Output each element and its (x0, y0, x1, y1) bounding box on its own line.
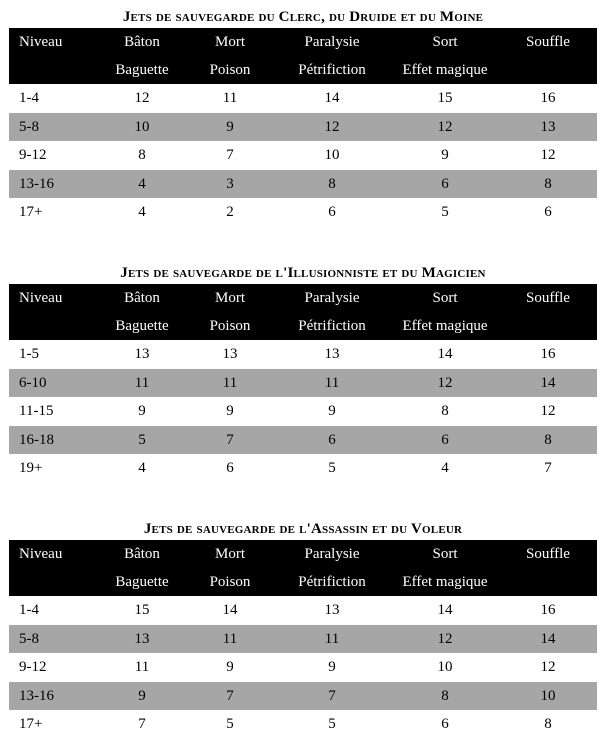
value-cell: 9 (328, 403, 336, 419)
table-row (9, 113, 597, 142)
saving-throw-section (9, 6, 597, 227)
value-cell: 5 (441, 204, 449, 220)
level-cell: 1-5 (19, 346, 39, 362)
value-cell: 14 (324, 90, 340, 106)
value-cell: 11 (97, 369, 187, 398)
value-cell: 6 (391, 170, 499, 199)
value-cell: 12 (540, 659, 556, 675)
header-row (9, 540, 597, 568)
value-cell: 12 (391, 113, 499, 142)
value-cell: 7 (226, 147, 234, 163)
level-cell: 5-8 (9, 625, 97, 654)
saving-throw-table (9, 540, 597, 739)
value-cell: 2 (226, 204, 234, 220)
value-cell: 6 (328, 204, 336, 220)
level-cell: 17+ (19, 204, 43, 220)
column-header: Niveau (9, 540, 97, 568)
level-cell: 1-4 (19, 90, 39, 106)
column-header: Niveau (9, 28, 97, 56)
column-header: Mort (187, 540, 273, 568)
value-cell: 13 (324, 346, 340, 362)
table-row (9, 84, 597, 113)
table-title: Jets de sauvegarde du Clerc, du Druide et du Moine (122, 9, 484, 25)
value-cell: 10 (499, 682, 597, 711)
value-cell: 13 (97, 625, 187, 654)
value-cell: 4 (441, 460, 449, 476)
value-cell: 12 (391, 625, 499, 654)
table-row (9, 596, 597, 625)
value-cell: 14 (437, 346, 453, 362)
value-cell: 16 (540, 346, 556, 362)
table-row (9, 653, 597, 682)
table-row (9, 369, 597, 398)
value-cell: 4 (138, 460, 146, 476)
column-header: Souffle (499, 540, 597, 568)
value-cell: 9 (226, 403, 234, 419)
value-cell: 6 (273, 426, 391, 455)
column-header: Paralysie (273, 284, 391, 312)
column-header: Poison (187, 568, 273, 596)
level-cell: 1-4 (19, 602, 39, 618)
value-cell: 9 (328, 659, 336, 675)
value-cell: 16 (540, 90, 556, 106)
value-cell: 13 (499, 113, 597, 142)
column-header: Poison (187, 312, 273, 340)
value-cell: 5 (97, 426, 187, 455)
value-cell: 13 (134, 346, 150, 362)
level-cell: 11-15 (19, 403, 54, 419)
level-cell: 5-8 (9, 113, 97, 142)
table-title: Jets de sauvegarde de l'Illusionniste et du Magicien (120, 265, 486, 281)
value-cell: 15 (134, 602, 150, 618)
column-header (9, 568, 97, 596)
table-row (9, 340, 597, 369)
value-cell: 13 (324, 602, 340, 618)
value-cell: 7 (187, 426, 273, 455)
value-cell: 16 (540, 602, 556, 618)
column-header: Souffle (499, 28, 597, 56)
value-cell: 8 (273, 170, 391, 199)
column-header: Pétrifiction (273, 312, 391, 340)
column-header: Baguette (97, 56, 187, 84)
column-header: Mort (187, 284, 273, 312)
value-cell: 6 (441, 716, 449, 732)
column-header: Souffle (499, 284, 597, 312)
column-header: Effet magique (391, 56, 499, 84)
saving-throw-table (9, 28, 597, 227)
value-cell: 6 (226, 460, 234, 476)
header-row (9, 56, 597, 84)
saving-throw-section (9, 518, 597, 739)
value-cell: 7 (187, 682, 273, 711)
level-cell: 19+ (19, 460, 43, 476)
saving-throw-table (9, 284, 597, 483)
column-header (499, 56, 597, 84)
column-header: Mort (187, 28, 273, 56)
column-header: Sort (391, 28, 499, 56)
column-header: Poison (187, 56, 273, 84)
column-header: Baguette (97, 312, 187, 340)
value-cell: 11 (134, 659, 150, 675)
value-cell: 5 (328, 460, 336, 476)
value-cell: 10 (97, 113, 187, 142)
table-row (9, 141, 597, 170)
value-cell: 12 (540, 147, 556, 163)
value-cell: 8 (499, 170, 597, 199)
column-header (9, 312, 97, 340)
column-header: Paralysie (273, 540, 391, 568)
table-row (9, 625, 597, 654)
value-cell: 9 (441, 147, 449, 163)
value-cell: 4 (97, 170, 187, 199)
column-header: Sort (391, 540, 499, 568)
table-row (9, 454, 597, 483)
table-row (9, 682, 597, 711)
saving-throw-section (9, 262, 597, 483)
value-cell: 8 (499, 426, 597, 455)
value-cell: 11 (273, 369, 391, 398)
value-cell: 12 (273, 113, 391, 142)
header-row (9, 28, 597, 56)
level-cell: 9-12 (19, 659, 47, 675)
value-cell: 10 (324, 147, 340, 163)
table-row (9, 170, 597, 199)
column-header: Bâton (97, 540, 187, 568)
value-cell: 3 (187, 170, 273, 199)
value-cell: 13 (222, 346, 238, 362)
value-cell: 5 (328, 716, 336, 732)
value-cell: 12 (391, 369, 499, 398)
column-header: Bâton (97, 284, 187, 312)
value-cell: 7 (544, 460, 552, 476)
value-cell: 14 (499, 625, 597, 654)
column-header (499, 312, 597, 340)
column-header (499, 568, 597, 596)
value-cell: 14 (499, 369, 597, 398)
level-cell: 13-16 (9, 682, 97, 711)
table-row (9, 198, 597, 227)
value-cell: 9 (97, 682, 187, 711)
value-cell: 5 (226, 716, 234, 732)
value-cell: 12 (540, 403, 556, 419)
column-header: Sort (391, 284, 499, 312)
value-cell: 7 (138, 716, 146, 732)
level-cell: 17+ (19, 716, 43, 732)
value-cell: 11 (273, 625, 391, 654)
value-cell: 9 (226, 659, 234, 675)
column-header: Bâton (97, 28, 187, 56)
column-header: Baguette (97, 568, 187, 596)
level-cell: 16-18 (9, 426, 97, 455)
column-header (9, 56, 97, 84)
value-cell: 14 (222, 602, 238, 618)
value-cell: 6 (391, 426, 499, 455)
header-row (9, 312, 597, 340)
level-cell: 13-16 (9, 170, 97, 199)
value-cell: 15 (437, 90, 453, 106)
value-cell: 12 (134, 90, 150, 106)
value-cell: 4 (138, 204, 146, 220)
column-header: Pétrifiction (273, 56, 391, 84)
value-cell: 8 (544, 716, 552, 732)
column-header: Pétrifiction (273, 568, 391, 596)
value-cell: 9 (187, 113, 273, 142)
table-row (9, 710, 597, 739)
value-cell: 11 (187, 369, 273, 398)
header-row (9, 568, 597, 596)
value-cell: 11 (222, 90, 238, 106)
value-cell: 8 (138, 147, 146, 163)
table-row (9, 426, 597, 455)
column-header: Paralysie (273, 28, 391, 56)
table-row (9, 397, 597, 426)
table-title: Jets de sauvegarde de l'Assassin et du Voleur (143, 521, 463, 537)
column-header: Effet magique (391, 312, 499, 340)
column-header: Niveau (9, 284, 97, 312)
column-header: Effet magique (391, 568, 499, 596)
header-row (9, 284, 597, 312)
value-cell: 6 (544, 204, 552, 220)
value-cell: 14 (437, 602, 453, 618)
value-cell: 8 (441, 403, 449, 419)
level-cell: 6-10 (9, 369, 97, 398)
value-cell: 11 (187, 625, 273, 654)
level-cell: 9-12 (19, 147, 47, 163)
value-cell: 8 (391, 682, 499, 711)
value-cell: 9 (138, 403, 146, 419)
value-cell: 10 (437, 659, 453, 675)
value-cell: 7 (273, 682, 391, 711)
